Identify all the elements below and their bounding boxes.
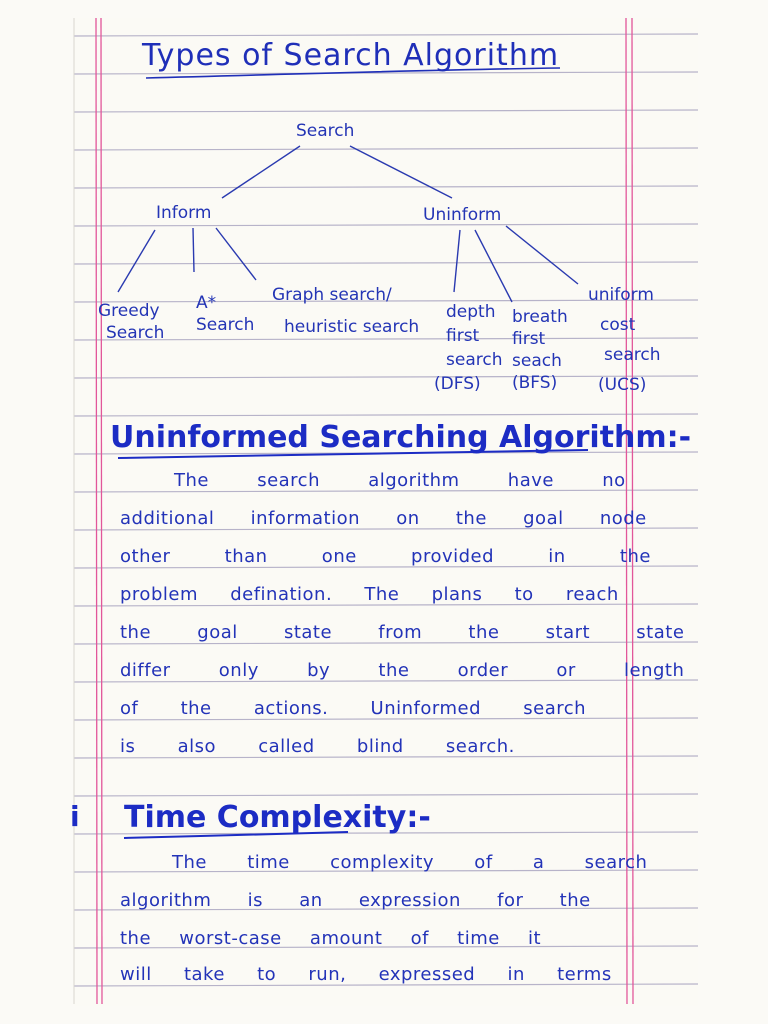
section1-line-3: other than one provided in the	[120, 546, 651, 567]
section2-line-3: the worst-case amount of time it	[120, 928, 542, 949]
section1-line-6: differ only by the order or length	[120, 660, 685, 681]
section1-line-7: of the actions. Uninformed search	[120, 698, 587, 719]
tree-root-search: Search	[296, 121, 355, 141]
section2-line-2: algorithm is an expression for the	[120, 890, 591, 911]
section2-line-4: will take to run, expressed in terms	[120, 964, 612, 985]
section-heading-time-complexity: Time Complexity:-	[124, 800, 431, 835]
tree-leaf-greedy-search: Greedy Search	[98, 301, 165, 343]
tree-node-inform: Inform	[156, 203, 212, 223]
page-title: Types of Search Algorithm	[142, 38, 560, 73]
section1-line-5: the goal state from the start state	[120, 622, 685, 643]
tree-leaf-dfs: depth first search (DFS)	[434, 302, 503, 394]
tree-node-uninform: Uninform	[423, 205, 502, 225]
tree-leaf-ucs: uniform cost search (UCS)	[588, 285, 661, 395]
section2-line-1: The time complexity of a search	[172, 852, 648, 873]
section-heading-uninformed: Uninformed Searching Algorithm:-	[110, 420, 692, 455]
section1-line-8: is also called blind search.	[120, 736, 515, 757]
section1-line-1: The search algorithm have no	[174, 470, 626, 491]
tree-leaf-graph-search: Graph search/ heuristic search	[272, 285, 420, 337]
margin-marker: i	[70, 800, 80, 833]
tree-leaf-astar-search: A* Search	[196, 293, 255, 335]
section1-line-2: additional information on the goal node	[120, 508, 647, 529]
tree-leaf-bfs: breath first seach (BFS)	[512, 307, 568, 393]
section1-line-4: problem defination. The plans to reach	[120, 584, 619, 605]
